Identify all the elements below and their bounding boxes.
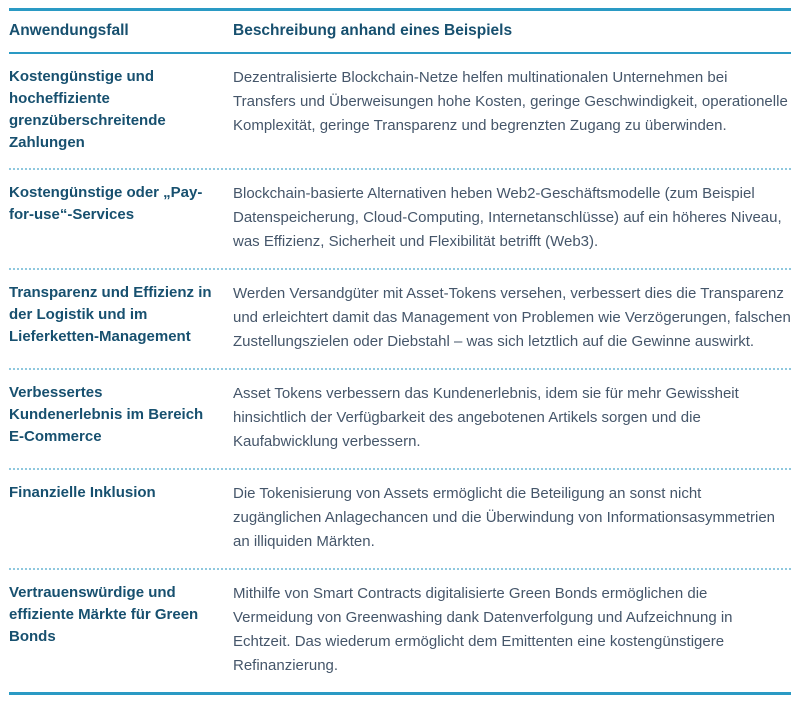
column-header-description: Beschreibung anhand eines Beispiels [233, 22, 513, 39]
column-header-use-case: Anwendungsfall [9, 22, 129, 39]
description-cell: Die Tokenisierung von Assets ermöglicht die Beteiligung an sonst nicht zugänglichen Anlagechancen und die Überwindung von Informationsasymmetrien an illiquiden Märkten. [233, 485, 776, 550]
table-row [9, 54, 791, 168]
use-case-cell: Verbessertes Kundenerlebnis im Bereich E-Commerce [9, 384, 204, 445]
description-cell: Asset Tokens verbessern das Kundenerlebnis, idem sie für mehr Gewissheit hinsichtlich der Verfügbarkeit des angebotenen Artikels sorgen und die Kaufabwicklung verbessern. [233, 385, 739, 450]
table-header-row [9, 11, 791, 54]
table-row [9, 268, 791, 368]
use-case-cell: Kostengünstige oder „Pay-for-use“-Services [9, 184, 203, 223]
table-row [9, 168, 791, 268]
description-cell: Blockchain-basierte Alternativen heben Web2-Geschäftsmodelle (zum Beispiel Datenspeicherung, Cloud-Computing, Internetanschlüsse) auf ein höheres Niveau, was Effizienz, Sicherheit und Flexibilität betrifft (Web3). [233, 185, 782, 250]
description-cell: Mithilfe von Smart Contracts digitalisierte Green Bonds ermöglichen die Vermeidung von Greenwashing dank Datenverfolgung und Aufzeichnung in Echtzeit. Das wiederum ermöglicht dem Emittenten eine kostengünstigere Refinanzierung. [233, 585, 733, 674]
use-case-cell: Finanzielle Inklusion [9, 484, 156, 501]
table-body [9, 54, 791, 692]
use-case-table [9, 8, 791, 695]
table-row [9, 568, 791, 692]
description-cell: Dezentralisierte Blockchain-Netze helfen multinationalen Unternehmen bei Transfers und Überweisungen hohe Kosten, geringe Geschwindigkeit, operationelle Komplexität, geringe Transparenz und begrenzten Zugang zu überwinden. [233, 69, 788, 134]
table-row [9, 368, 791, 468]
use-case-cell: Vertrauenswürdige und effiziente Märkte für Green Bonds [9, 584, 199, 645]
use-case-cell: Transparenz und Effizienz in der Logistik und im Lieferketten-Management [9, 284, 212, 345]
description-cell: Werden Versandgüter mit Asset-Tokens versehen, verbessert dies die Transparenz und erleichtert damit das Management von Problemen wie Verzögerungen, falschen Zustellungszielen oder Diebstahl – was sich letztlich auf die Gewinne auswirkt. [233, 285, 791, 350]
use-case-cell: Kostengünstige und hocheffiziente grenzüberschreitende Zahlungen [9, 68, 166, 151]
table-row [9, 468, 791, 568]
